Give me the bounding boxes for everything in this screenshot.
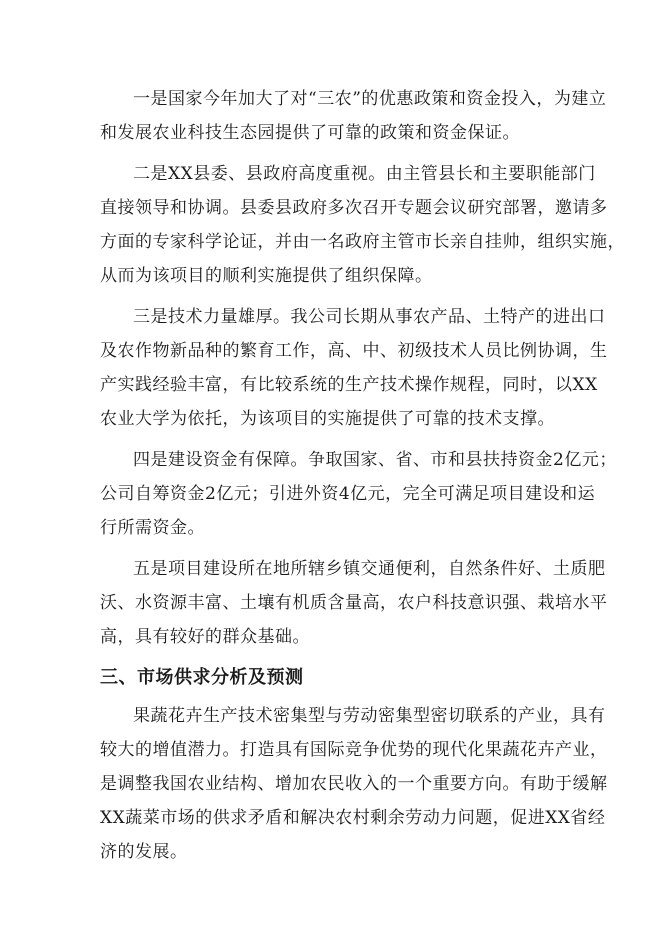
text-line: 直接领导和协调。县委县政府多次召开专题会议研究部署，邀请多 — [100, 198, 608, 218]
text-line: 和发展农业科技生态园提供了可靠的政策和资金保证。 — [100, 123, 520, 143]
text-line: 高，具有较好的群众基础。 — [100, 627, 310, 647]
text-line: 方面的专家科学论证，并由一名政府主管市长亲自挂帅，组织实施， — [100, 232, 625, 252]
text-line: 行所需资金。 — [100, 518, 205, 538]
text-line: 五是项目建设所在地所辖乡镇交通便利，自然条件好、土质肥 — [133, 559, 606, 579]
paragraph-technical-strength — [100, 300, 608, 436]
paragraph-funding — [100, 443, 617, 545]
text-line: 较大的增值潜力。打造具有国际竞争优势的现代化果蔬花卉产业， — [100, 740, 608, 760]
text-line: 从而为该项目的顺利实施提供了组织保障。 — [100, 266, 433, 286]
paragraph-location — [100, 552, 608, 654]
text-line: 四是建设资金有保障。争取国家、省、市和县扶持资金2亿元； — [133, 450, 617, 470]
text-line: 果蔬花卉生产技术密集型与劳动密集型密切联系的产业，具有 — [133, 706, 606, 726]
text-line: 二是XX县委、县政府高度重视。由主管县长和主要职能部门 — [133, 164, 596, 184]
text-line: 是调整我国农业结构、增加农民收入的一个重要方向。有助于缓解 — [100, 774, 608, 794]
paragraph-market-analysis — [100, 699, 608, 869]
section-heading: 三、市场供求分析及预测 — [100, 667, 304, 688]
paragraph-policy — [100, 82, 607, 150]
text-line: 产实践经验丰富，有比较系统的生产技术操作规程，同时，以XX — [100, 375, 598, 395]
text-line: 公司自筹资金2亿元；引进外资4亿元，完全可满足项目建设和运 — [100, 484, 596, 504]
paragraph-government-support — [100, 157, 625, 293]
text-line: 济的发展。 — [100, 842, 188, 862]
text-line: 一是国家今年加大了对“三农”的优惠政策和资金投入，为建立 — [133, 89, 607, 109]
text-line: 及农作物新品种的繁育工作，高、中、初级技术人员比例协调，生 — [100, 341, 608, 361]
document-page — [100, 82, 625, 876]
text-line: XX蔬菜市场的供求矛盾和解决农村剩余劳动力问题，促进XX省经 — [100, 808, 606, 828]
text-line: 农业大学为依托，为该项目的实施提供了可靠的技术支撑。 — [100, 409, 555, 429]
text-line: 沃、水资源丰富、土壤有机质含量高，农户科技意识强、栽培水平 — [100, 593, 608, 613]
text-line: 三是技术力量雄厚。我公司长期从事农产品、土特产的进出口 — [133, 307, 606, 327]
